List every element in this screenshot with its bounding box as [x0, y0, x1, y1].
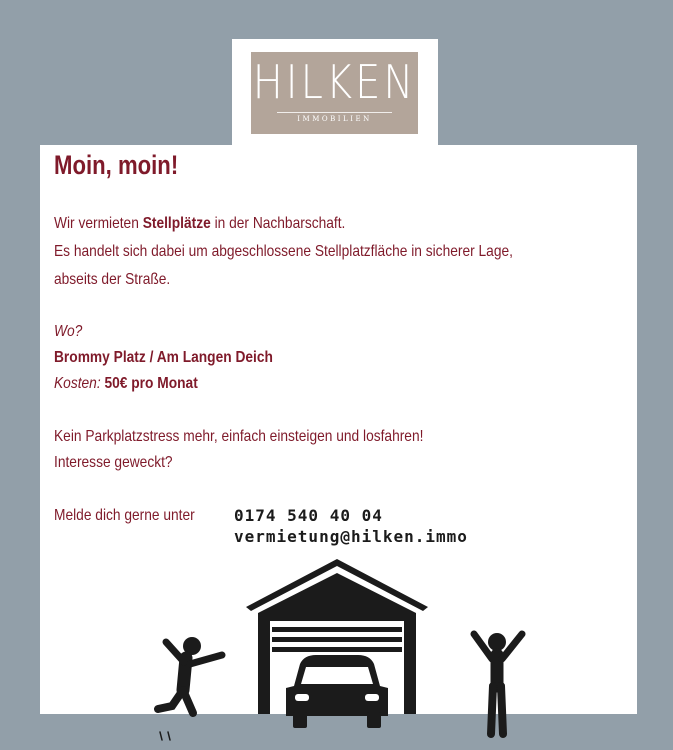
intro-suffix: in der Nachbarschaft. — [210, 215, 346, 232]
logo-subtitle: IMMOBILIEN — [297, 115, 372, 123]
logo-name: HILKEN — [252, 56, 417, 110]
contact-lead: Melde dich gerne unter — [54, 507, 195, 524]
contact-email[interactable]: vermietung@hilken.immo — [234, 527, 468, 546]
intro-highlight: Stellplätze — [142, 215, 211, 232]
intro-line-3: abseits der Straße. — [54, 271, 171, 288]
greeting-heading: Moin, moin! — [54, 150, 179, 180]
location-text: Brommy Platz / Am Langen Deich — [54, 349, 273, 366]
cheering-person-icon — [474, 633, 522, 734]
jumping-person-icon — [158, 637, 222, 740]
cost-value: 50€ pro Monat — [104, 375, 198, 392]
cost-label: Kosten: — [54, 375, 101, 392]
intro-prefix: Wir vermieten — [54, 215, 143, 232]
where-label: Wo? — [54, 323, 83, 340]
pitch-line-1: Kein Parkplatzstress mehr, einfach einsteigen und losfahren! — [54, 428, 424, 445]
car-icon — [286, 655, 388, 728]
pitch-line-2: Interesse geweckt? — [54, 454, 173, 471]
contact-phone[interactable]: 0174 540 40 04 — [234, 506, 383, 525]
intro-line-2: Es handelt sich dabei um abgeschlossene Stellplatzfläche in sicherer Lage, — [54, 243, 513, 260]
